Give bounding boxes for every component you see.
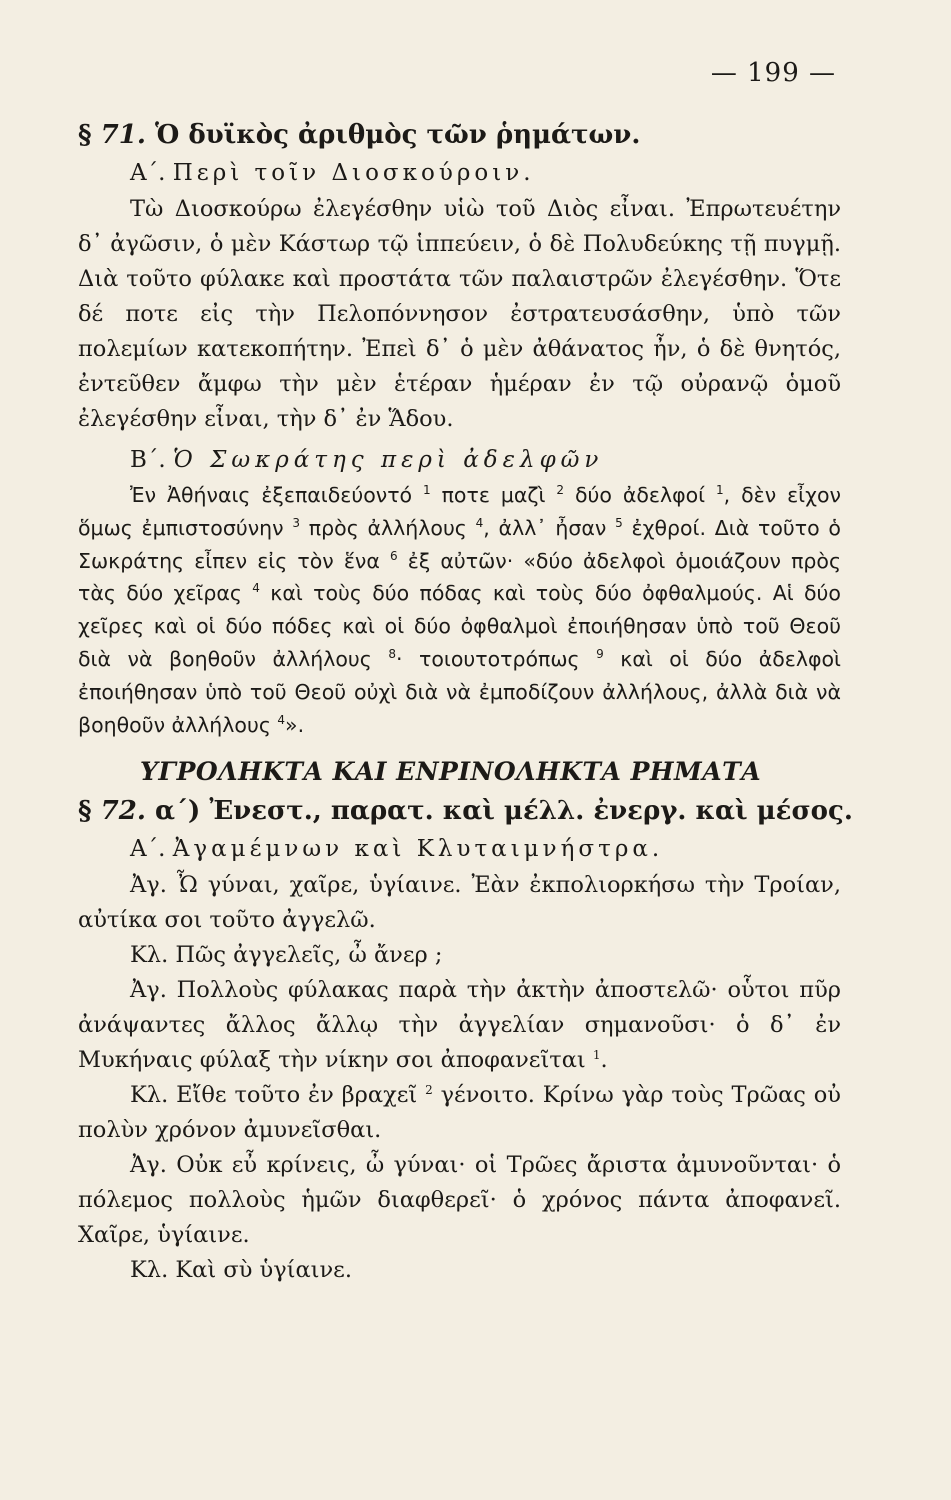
footnote-ref: 4 <box>277 712 286 727</box>
section-72-heading <box>78 796 853 827</box>
page-number: — 199 — <box>710 58 836 88</box>
text-run: · τοιουτοτρόπως <box>395 646 580 671</box>
footnote-ref: 6 <box>390 548 398 563</box>
subheading-b-socrates <box>130 447 841 473</box>
text-run: Κλ. Εἴθε τοῦτο ἐν βραχεῖ <box>130 1082 418 1109</box>
dialogue-line: Ἀγ. Οὐκ εὖ κρίνεις, ὦ γύναι· οἱ Τρῶες ἄριστα ἀμυνοῦνται· ὁ πόλεμος πολλοὺς ἡμῶν διαφθερεῖ· ὁ χρόνος πάντα ἀποφανεῖ. Χαῖρε, ὑγίαινε. <box>78 1152 841 1249</box>
section-71-heading <box>78 120 841 150</box>
footnote-ref: 2 <box>425 1083 433 1098</box>
text-run: πρὸς ἀλλήλους <box>308 515 467 540</box>
text-run: , ἀλλ᾿ ἦσαν <box>483 515 607 540</box>
footnote-ref: 3 <box>292 515 301 530</box>
paragraph-socrates <box>78 479 841 741</box>
dialogue-line <box>78 973 841 1078</box>
subheading-a-dioscuri <box>130 160 841 186</box>
text-run: ποτε μαζὶ <box>441 483 546 507</box>
subheading-title: Ὁ Σωκράτης περὶ ἀδελφῶν <box>173 447 604 473</box>
section-mark: § <box>78 796 92 827</box>
text-run: καὶ τοὺς δύο πόδας καὶ τοὺς δύο ὀφθαλμούς. Αἱ δύο χεῖρες καὶ οἱ δύο πόδες καὶ οἱ δύο ὀφθαλμοὶ ἐποιήθησαν ὑπὸ τοῦ Θεοῦ διὰ νὰ βοηθοῦν ἀλλήλους <box>78 581 841 671</box>
footnote-ref: 4 <box>252 581 260 596</box>
text-run: δύο ἀδελφοί <box>574 483 706 507</box>
section-number: 72. <box>100 796 146 827</box>
text-run: Ἀγ. Πολλοὺς φύλακας παρὰ τὴν ἀκτὴν ἀποστελῶ· οὗτοι πῦρ ἀνάψαντες ἄλλος ἄλλῳ τὴν ἀγγελίαν σημανοῦσι· ὁ δ᾿ ἐν Μυκήναις φύλαξ τὴν νίκην σοι ἀποφανεῖται <box>78 977 841 1074</box>
text-run: . <box>600 1047 608 1074</box>
footnote-ref: 1 <box>592 1048 601 1063</box>
footnote-ref: 8 <box>388 646 396 661</box>
dialogue-line: Κλ. Πῶς ἀγγελεῖς, ὦ ἄνερ ; <box>130 942 443 969</box>
section-title: Ὁ δυϊκὸς ἀριθμὸς τῶν ῥημάτων. <box>154 120 641 150</box>
text-run: καὶ οἱ δύο ἀδελφοὶ ἐποιήθησαν ὑπὸ τοῦ Θεοῦ οὐχὶ διὰ νὰ ἐμποδίζουν ἀλλήλους, ἀλλὰ διὰ νὰ βοηθοῦν ἀλλήλους <box>78 646 841 737</box>
footnote-ref: 9 <box>596 646 604 661</box>
subheading-letter: Α΄. <box>130 836 166 863</box>
section-title: α΄) Ἐνεστ., παρατ. καὶ μέλλ. ἐνεργ. καὶ μέσος. <box>154 796 853 827</box>
footnote-ref: 4 <box>475 515 484 530</box>
footnote-ref: 2 <box>556 483 565 497</box>
page-body <box>78 110 853 1288</box>
subheading-letter: Β΄. <box>130 447 166 473</box>
text-run: , δὲν εἶχον ὅμως ἐμπιστοσύνην <box>78 483 841 540</box>
subheading-letter: Α΄. <box>130 160 166 186</box>
dialogue-line: Κλ. Καὶ σὺ ὑγίαινε. <box>130 1257 352 1284</box>
section-number: 71. <box>100 120 146 150</box>
chapter-heading: ΥΓΡΟΛΗΚΤΑ ΚΑΙ ΕΝΡΙΝΟΛΗΚΤΑ ΡΗΜΑΤΑ <box>140 757 762 787</box>
subheading-a-agamemnon <box>130 836 841 862</box>
text-run: Ἐν Ἀθήναις ἐξεπαιδεύοντό <box>130 483 413 507</box>
dialogue-line <box>78 1078 841 1148</box>
text-run: ἐχθροί. Διὰ τοῦτο ὁ Σωκράτης εἶπεν εἰς τὸν ἕνα <box>78 515 841 573</box>
footnote-ref: 1 <box>716 483 724 497</box>
footnote-ref: 5 <box>615 515 623 530</box>
text-run: γένοιτο. Κρίνω γὰρ τοὺς Τρῶας οὐ πολὺν χρόνον ἀμυνεῖσθαι. <box>78 1082 841 1144</box>
subheading-title: Περὶ τοῖν Διοσκούροιν. <box>172 160 535 186</box>
dialogue-line: Ἀγ. Ὦ γύναι, χαῖρε, ὑγίαινε. Ἐὰν ἐκπολιορκήσω τὴν Τροίαν, αὐτίκα σοι τοῦτο ἀγγελῶ. <box>78 872 841 934</box>
section-mark: § <box>78 120 92 150</box>
text-run: ». <box>285 712 305 737</box>
paragraph-dioscuri: Τὼ Διοσκούρω ἐλεγέσθην υἱὼ τοῦ Διὸς εἶναι. Ἐπρωτευέτην δ᾿ ἀγῶσιν, ὁ μὲν Κάστωρ τῷ ἱππεύειν, ὁ δὲ Πολυδεύκης τῇ πυγμῇ. Διὰ τοῦτο φύλακε καὶ προστάτα τῶν παλαιστρῶν ἐλεγέσθην. Ὅτε δέ ποτε εἰς τὴν Πελοπόννησον ἐστρατευσάσθην, ὑπὸ τῶν πολεμίων κατεκοπήτην. Ἐπεὶ δ᾿ ὁ μὲν ἀθάνατος ἦν, ὁ δὲ θνητός, ἐντεῦθεν ἄμφω τὴν μὲν ἑτέραν ἡμέραν ἐν τῷ οὐρανῷ ὁμοῦ ἐλεγέσθην εἶναι, τὴν δ᾿ ἐν Ἅδου. <box>78 196 841 432</box>
footnote-ref: 1 <box>423 483 431 497</box>
text-run: ἐξ αὐτῶν· «δύο ἀδελφοὶ ὁμοιάζουν πρὸς τὰς δύο χεῖρας <box>78 548 841 606</box>
subheading-title: Ἀγαμέμνων καὶ Κλυταιμνήστρα. <box>172 836 664 863</box>
